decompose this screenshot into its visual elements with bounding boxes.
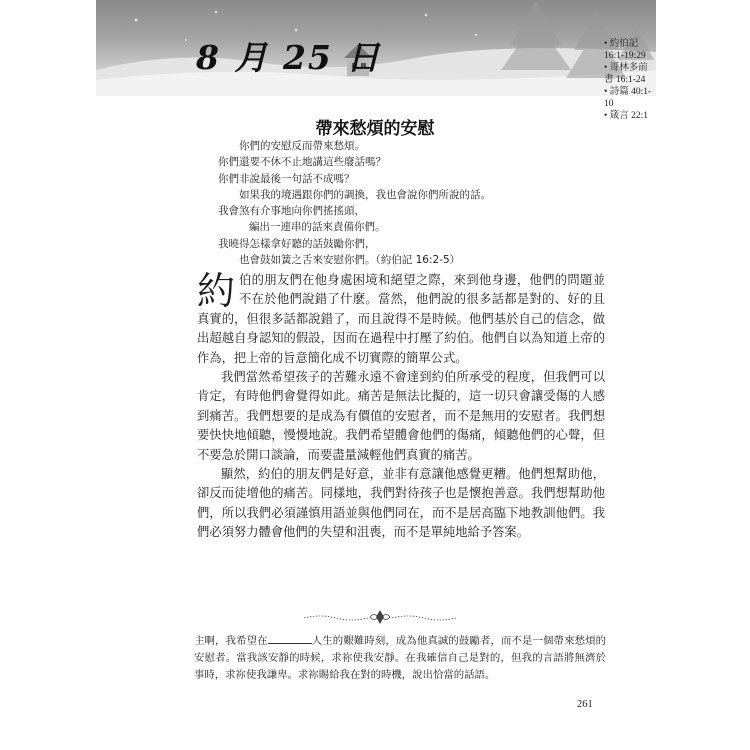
reading-item: • 哥林多前書 16:1-24 (604, 62, 656, 86)
paragraph: 顯然，約伯的朋友們是好意，並非有意讓他感覺更糟。他們想幫助他，卻反而徒增他的痛苦。同樣地，我們對待孩子也是懷抱善意。我們想幫助他們，所以我們必須謹慎用語並與他們同在，而不是居高臨下地教訓他們。我們必須努力體會他們的失望和沮喪，而不是單純地給予答案。 (197, 467, 605, 540)
quote-line: 你們還要不休不止地講這些廢話嗎？ (218, 156, 386, 169)
quote-line: 你們非說最後一句話不成嗎？ (218, 172, 355, 185)
reading-item: • 約伯記 16:1-19:29 (604, 38, 656, 62)
bible-readings-list (604, 38, 656, 122)
quote-line: 編出一連串的話來責備你們。 (249, 221, 386, 234)
reading-item: • 箴言 22:1 (604, 110, 656, 122)
drop-cap: 約 (197, 269, 236, 313)
prayer-text-end: 人生的艱難時刻，成為他真誠的鼓勵者，而不是一個帶來愁煩的安慰者。當我該安靜的時候，求祢使我安靜。在我確信自己是對的，但我的言語將無濟於事時，求祢使我謙卑。求祢賜給我在對的時機，說出恰當的話語。 (194, 635, 607, 681)
devotional-title: 帶來愁煩的安慰 (315, 119, 435, 139)
fill-in-blank (268, 633, 312, 644)
reading-item: • 詩篇 40:1-10 (604, 86, 656, 110)
paragraph: 我們當然希望孩子的苦難永遠不會達到約伯所承受的程度，但我們可以肯定，有時他們會覺得如此。痛苦是無法比擬的，這一切只會讓受傷的人感到痛苦。我們想要的是成為有價值的安慰者，而不是無用的安慰者。我們想要快快地傾聽，慢慢地說。我們希望體會他們的傷痛，傾聽他們的心聲，但不要急於開口談論，而要盡量減輕他們真實的痛苦。 (197, 370, 605, 462)
devotional-body (197, 271, 605, 543)
closing-prayer (194, 633, 606, 684)
quote-line: 如果我的境遇跟你們的調換，我也會說你們所說的話。 (239, 188, 491, 201)
flourish-divider-icon (300, 608, 460, 626)
devotional-date: 8 月 25 日 (196, 38, 382, 77)
scripture-quote (218, 138, 638, 268)
paragraph-text: 伯的朋友們在他身處困境和絕望之際，來到他身邊，他們的問題並不在於他們說錯了什麼。當然，他們說的很多話都是對的、好的且真實的，但很多話都說錯了，而且說得不是時候。他們基於自己的信念，做出超越自身認知的假設，因而在過程中打壓了約伯。他們自以為知道上帝的作為，把上帝的旨意簡化成不切實際的簡單公式。 (197, 273, 605, 365)
paragraph (197, 271, 605, 368)
quote-line: 也會鼓如簧之舌來安慰你們。（約伯記 16:2-5） (239, 254, 461, 267)
quote-line: 我曉得怎樣拿好聽的話鼓勵你們， (218, 237, 376, 250)
quote-line: 我會煞有介事地向你們搖搖頭， (218, 205, 365, 218)
quote-line: 你們的安慰反而帶來愁煩。 (239, 140, 365, 152)
page-number: 261 (577, 699, 593, 710)
header-banner (96, 0, 656, 121)
prayer-text-start: 主啊，我希望在 (194, 635, 268, 647)
